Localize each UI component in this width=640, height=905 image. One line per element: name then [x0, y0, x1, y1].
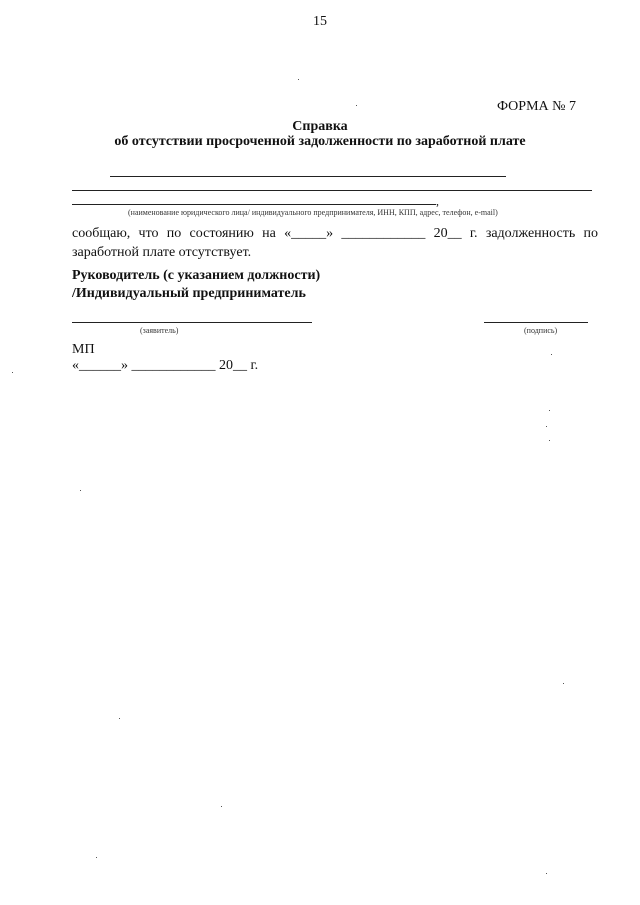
org-name-caption: (наименование юридического лица/ индивидуального предпринимателя, ИНН, КПП, адрес, телефон, e-mail) — [128, 208, 498, 217]
org-name-line-1 — [110, 176, 506, 177]
signature-caption: (подпись) — [524, 326, 558, 335]
stamp-mark: МП — [72, 342, 95, 357]
scan-speck — [96, 857, 97, 858]
scan-speck — [549, 410, 550, 411]
scan-speck — [356, 105, 357, 106]
org-name-comma: , — [436, 194, 439, 208]
document-subtitle: об отсутствии просроченной задолженности по заработной плате — [114, 134, 526, 149]
scan-speck — [298, 79, 299, 80]
scan-speck — [119, 718, 120, 719]
applicant-name-line — [72, 322, 312, 323]
scan-speck — [221, 806, 222, 807]
org-name-line-3 — [72, 204, 436, 205]
scan-speck — [546, 873, 547, 874]
form-label: ФОРМА № 7 — [496, 99, 576, 114]
scan-speck — [546, 426, 547, 427]
scan-speck — [80, 490, 81, 491]
scan-speck — [551, 354, 552, 355]
signer-title-line-1: Руководитель (с указанием должности) — [72, 268, 321, 283]
signature-line — [484, 322, 588, 323]
stamp-date: «______» ____________ 20__ г. — [72, 358, 259, 373]
scan-speck — [549, 440, 550, 441]
scan-speck — [563, 683, 564, 684]
statement-text: сообщаю, что по состоянию на «_____» ____________ 20__ г. задолженность по заработной плате отсутствует. — [72, 226, 598, 260]
page-number: 15 — [313, 14, 327, 29]
signer-block — [72, 267, 320, 303]
document-title: Справка — [292, 119, 348, 134]
signer-title-line-2: /Индивидуальный предприниматель — [72, 286, 306, 301]
org-name-line-2 — [72, 190, 592, 191]
applicant-caption: (заявитель) — [140, 326, 179, 335]
scan-speck — [12, 372, 13, 373]
